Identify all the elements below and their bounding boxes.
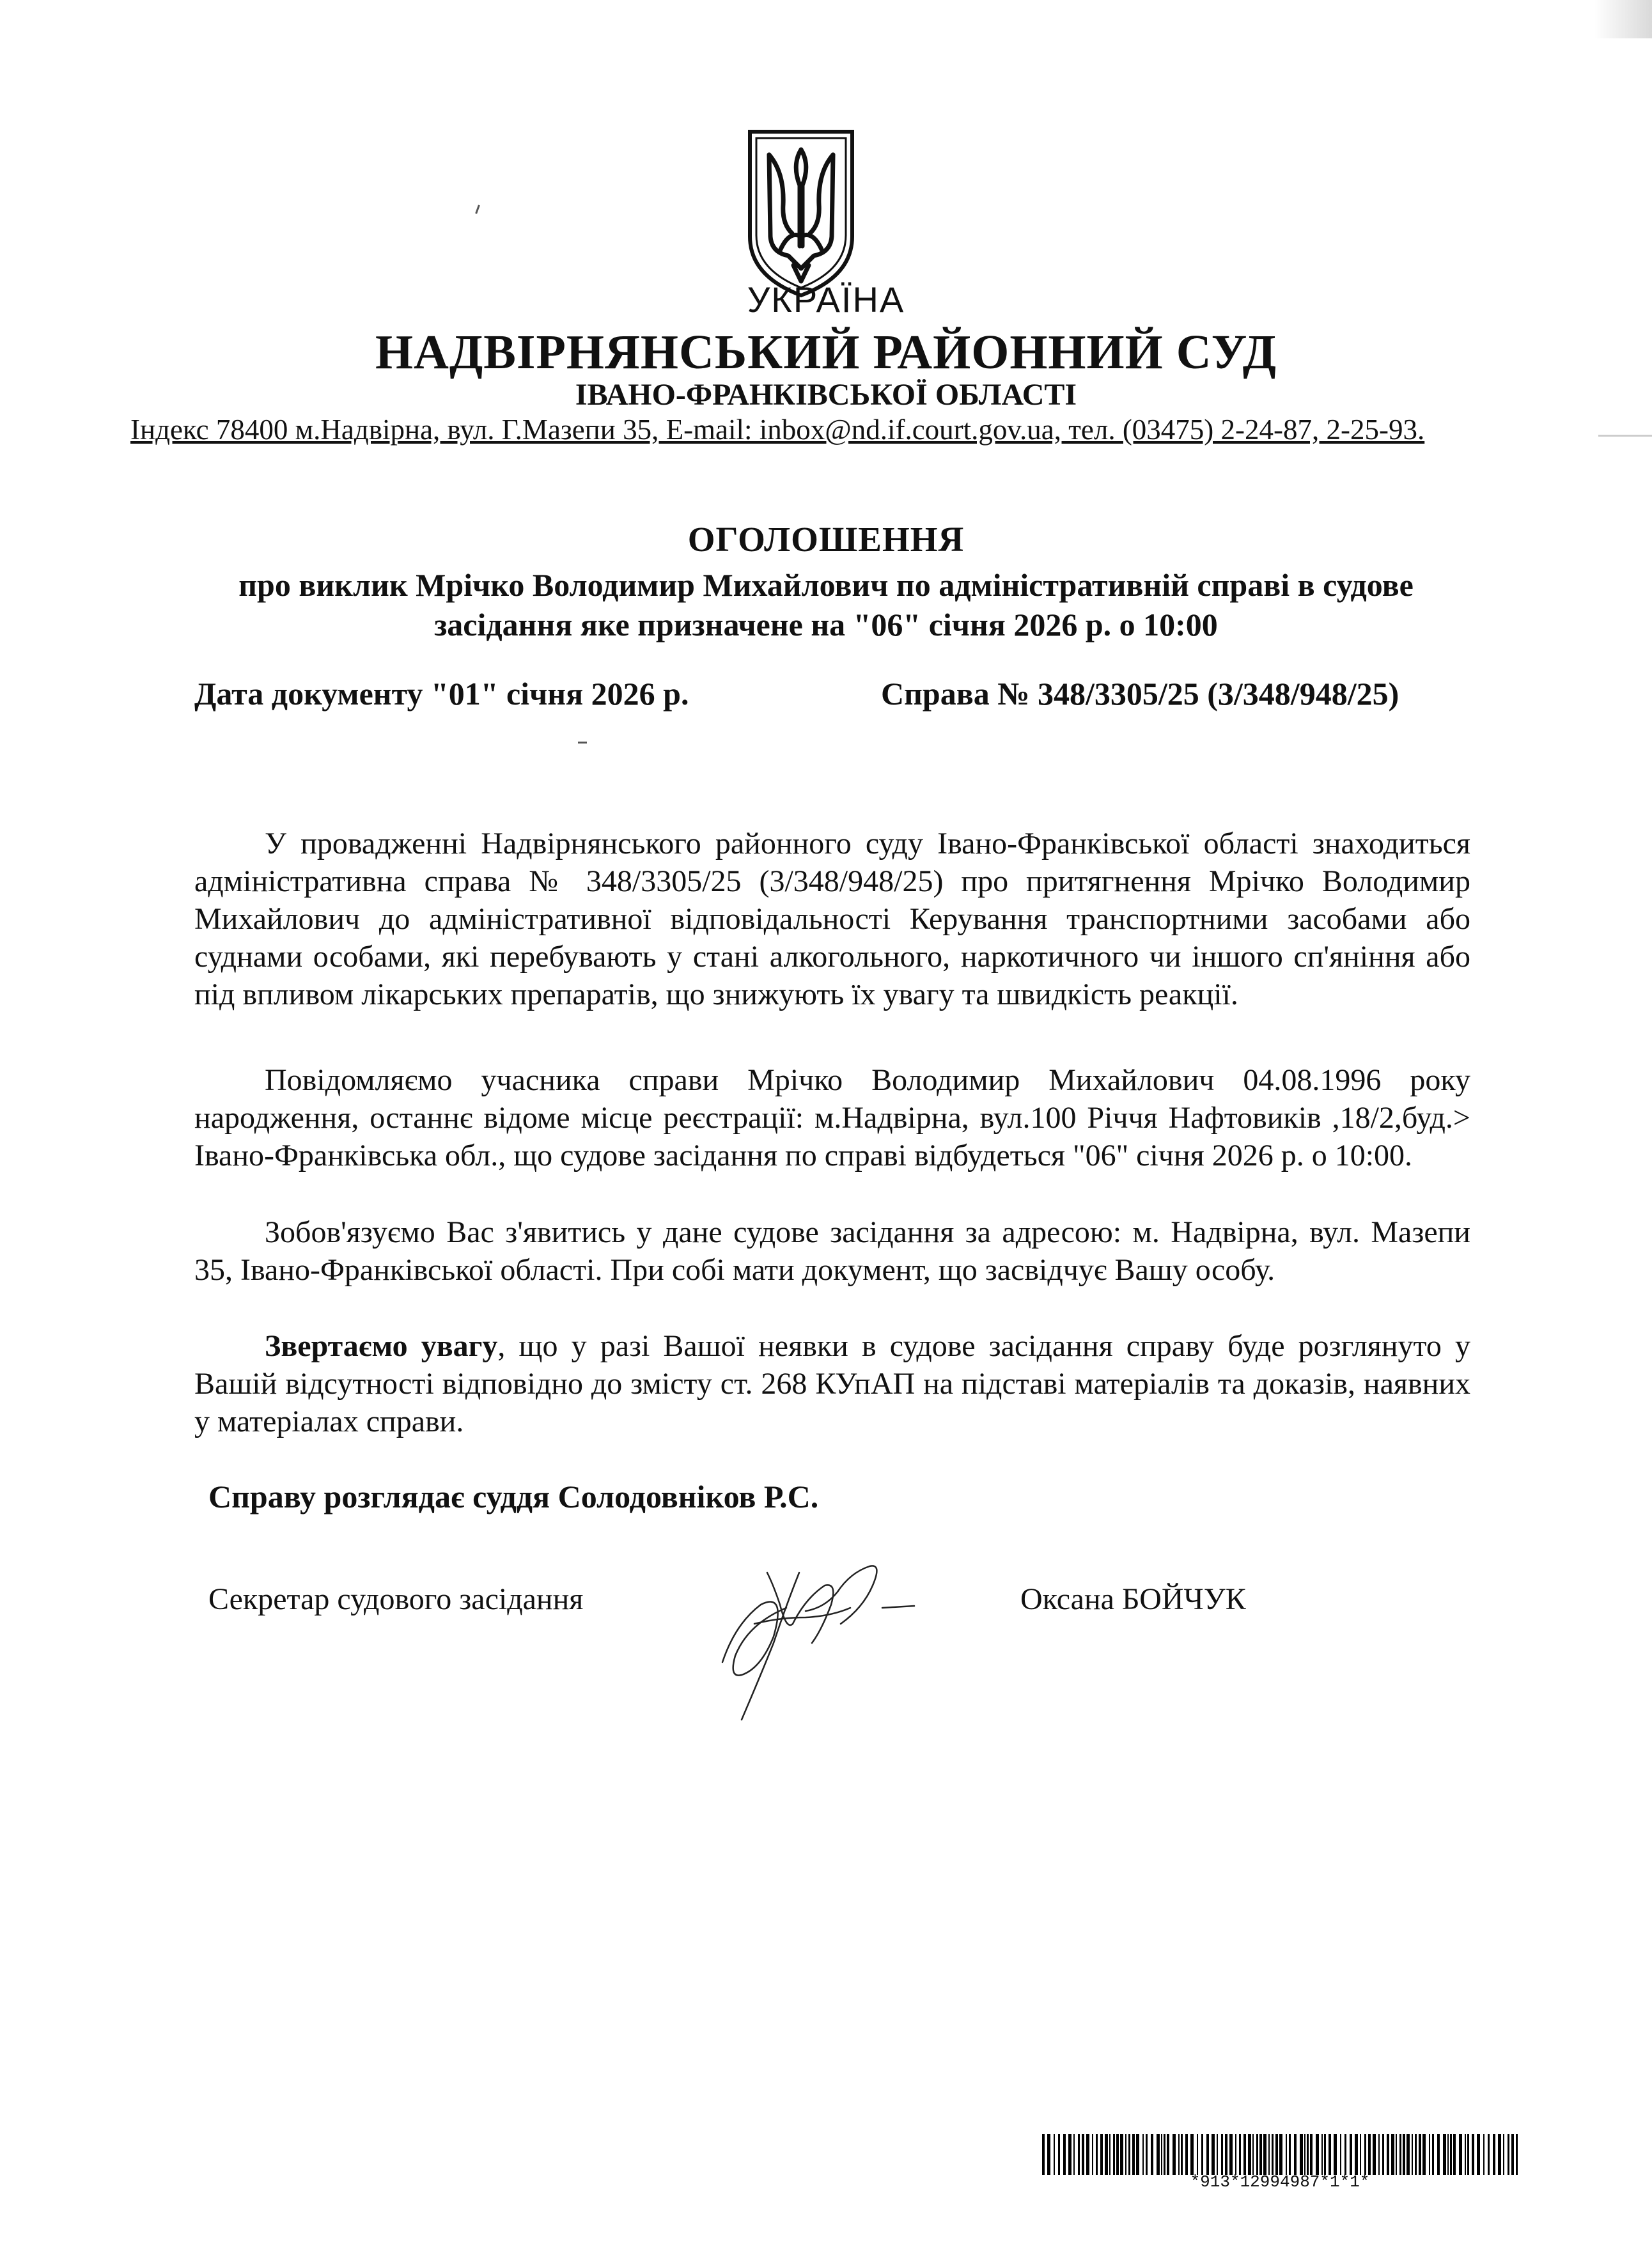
country-name: УКРАЇНА <box>747 279 905 320</box>
warning-text: , що у разі Вашої неявки в судове засідання справу буде розглянуто у Вашій відсутності відповідно до змісту ст. 268 КУпАП на підставі матеріалів та доказів, наявних у матеріалах справи. <box>194 1329 1470 1438</box>
document-date: Дата документу "01" січня 2026 р. <box>194 676 689 712</box>
notice-subtitle-line2: засідання яке призначене на "06" січня 2026 р. о 10:00 <box>434 607 1218 642</box>
scan-corner-shadow <box>1594 0 1652 38</box>
body-paragraph-warning <box>194 1327 1470 1440</box>
court-name: НАДВІРНЯНСЬКИЙ РАЙОННИЙ СУД <box>375 325 1277 379</box>
court-address: Індекс 78400 м.Надвірна, вул. Г.Мазепи 35, E-mail: inbox@nd.if.court.gov.ua, тел. (03475) 2-24-87, 2-25-93. <box>130 414 1425 446</box>
judge-line: Справу розглядає суддя Солодовніков Р.С. <box>208 1479 819 1514</box>
body-paragraph-proceedings: У провадженні Надвірнянського районного суду Івано-Франківської області знаходиться адміністративна справа № 348/3305/25 (3/348/948/25) про притягнення Мрічко Володимир Михайлович до адміністративної відповідальності Керування транспортними засобами або суднами особами, які перебувають у стані алкогольного, наркотичного чи іншого сп'яніння або під впливом лікарських препаратів, що знижують їх увагу та швидкість реакції. <box>194 827 1470 1011</box>
handwritten-signature <box>678 1547 946 1739</box>
body-paragraph-notification: Повідомляємо учасника справи Мрічко Володимир Михайлович 04.08.1996 року народження, останнє відоме місце реєстрації: м.Надвірна, вул.100 Річчя Нафтовиків ,18/2,буд.> Івано-Франківська обл., що судове засідання по справі відбудеться "06" січня 2026 р. о 10:00. <box>194 1063 1470 1172</box>
secretary-position: Секретар судового засідання <box>208 1582 584 1616</box>
scan-mark <box>475 205 480 214</box>
body-paragraph-obligation: Зобов'язуємо Вас з'явитись у дане судове засідання за адресою: м. Надвірна, вул. Мазепи 35, Івано-Франківської області. При собі мати документ, що засвідчує Вашу особу. <box>194 1215 1470 1287</box>
notice-title: ОГОЛОШЕННЯ <box>687 520 965 559</box>
secretary-name: Оксана БОЙЧУК <box>1020 1582 1246 1616</box>
trident-coat-of-arms-icon <box>744 128 859 300</box>
case-number: Справа № 348/3305/25 (3/348/948/25) <box>881 676 1399 712</box>
scan-mark <box>578 742 587 744</box>
barcode-icon <box>1042 2134 1518 2175</box>
scan-mark <box>1598 435 1652 437</box>
barcode-text: *913*12994987*1*1* <box>1190 2172 1370 2192</box>
warning-emphasis: Звертаємо увагу <box>265 1329 498 1363</box>
notice-subtitle-line1: про виклик Мрічко Володимир Михайлович по адміністративній справі в судове <box>238 567 1414 603</box>
court-oblast: ІВАНО-ФРАНКІВСЬКОЇ ОБЛАСТІ <box>575 378 1077 412</box>
